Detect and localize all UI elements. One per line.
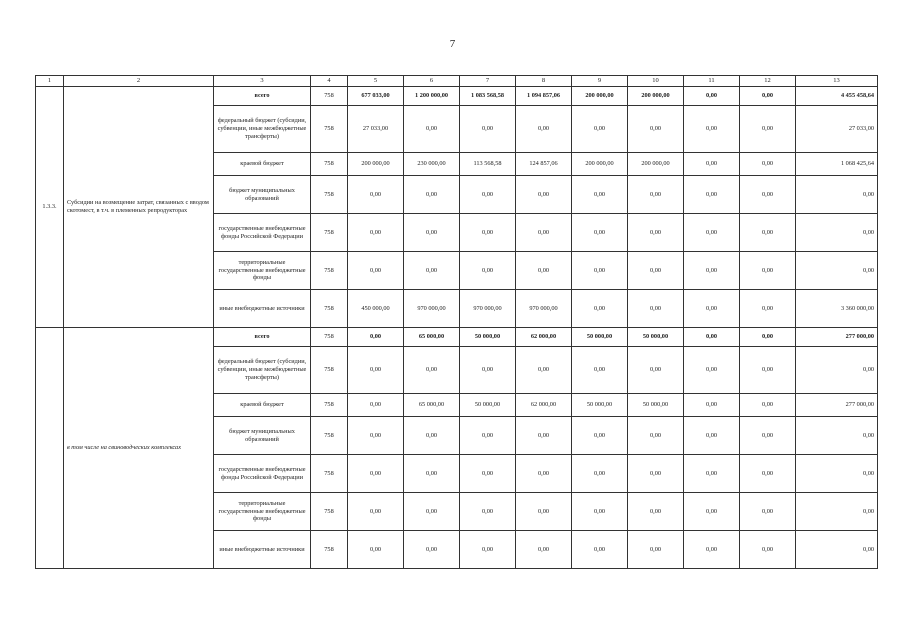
value-cell: 200 000,00 [628,153,684,176]
value-cell: 0,00 [404,493,460,531]
value-cell: 0,00 [404,252,460,290]
value-cell: 0,00 [348,347,404,394]
value-cell: 450 000,00 [348,290,404,328]
funding-source: федеральный бюджет (субсидии, субвенции, иные межбюджетные трансферты) [214,347,311,394]
column-header: 5 [348,76,404,87]
funding-source: бюджет муниципальных образований [214,417,311,455]
value-cell: 124 857,06 [516,153,572,176]
value-cell: 0,00 [404,417,460,455]
value-cell: 0,00 [460,417,516,455]
column-header: 9 [572,76,628,87]
value-cell: 113 568,58 [460,153,516,176]
value-cell: 0,00 [348,531,404,569]
value-cell: 0,00 [684,347,740,394]
value-cell: 0,00 [740,347,796,394]
budget-code: 758 [311,106,348,153]
column-header: 13 [796,76,878,87]
column-header: 7 [460,76,516,87]
value-cell: 0,00 [348,493,404,531]
value-cell: 0,00 [628,417,684,455]
column-header: 11 [684,76,740,87]
value-cell: 0,00 [740,106,796,153]
column-header: 6 [404,76,460,87]
budget-code: 758 [311,394,348,417]
value-cell: 0,00 [684,87,740,106]
value-cell: 1 068 425,64 [796,153,878,176]
value-cell: 27 033,00 [348,106,404,153]
value-cell: 0,00 [572,176,628,214]
value-cell: 0,00 [796,347,878,394]
value-cell: 677 033,00 [348,87,404,106]
value-cell: 0,00 [740,176,796,214]
value-cell: 0,00 [516,214,572,252]
value-cell: 0,00 [348,394,404,417]
value-cell: 0,00 [740,328,796,347]
value-cell: 0,00 [348,252,404,290]
value-cell: 0,00 [460,455,516,493]
value-cell: 0,00 [516,531,572,569]
value-cell: 0,00 [460,214,516,252]
value-cell: 0,00 [628,106,684,153]
column-header: 12 [740,76,796,87]
value-cell: 0,00 [628,252,684,290]
value-cell: 0,00 [796,531,878,569]
value-cell: 0,00 [740,214,796,252]
value-cell: 0,00 [740,153,796,176]
funding-source: иные внебюджетные источники [214,290,311,328]
value-cell: 0,00 [572,106,628,153]
column-header: 4 [311,76,348,87]
value-cell: 0,00 [348,417,404,455]
value-cell: 0,00 [628,214,684,252]
value-cell: 0,00 [740,417,796,455]
value-cell: 0,00 [404,176,460,214]
value-cell: 0,00 [684,176,740,214]
value-cell: 65 000,00 [404,394,460,417]
value-cell: 0,00 [516,455,572,493]
value-cell: 0,00 [684,455,740,493]
value-cell: 0,00 [628,176,684,214]
value-cell: 0,00 [740,531,796,569]
budget-code: 758 [311,347,348,394]
value-cell: 277 000,00 [796,328,878,347]
value-cell: 0,00 [348,214,404,252]
value-cell: 0,00 [516,347,572,394]
value-cell: 0,00 [628,455,684,493]
column-header: 10 [628,76,684,87]
value-cell: 970 000,00 [460,290,516,328]
value-cell: 0,00 [404,347,460,394]
value-cell: 0,00 [572,290,628,328]
header-row [36,76,878,87]
value-cell: 0,00 [740,290,796,328]
value-cell: 0,00 [572,531,628,569]
value-cell: 200 000,00 [628,87,684,106]
item-name: Субсидии на возмещение затрат, связанных с вводом скотомест, в т.ч. в племенных репродукторах [64,87,214,328]
funding-source: краевой бюджет [214,153,311,176]
column-header: 8 [516,76,572,87]
value-cell: 0,00 [516,252,572,290]
value-cell: 1 083 568,58 [460,87,516,106]
value-cell: 0,00 [348,328,404,347]
value-cell: 0,00 [460,176,516,214]
value-cell: 3 360 000,00 [796,290,878,328]
funding-source: краевой бюджет [214,394,311,417]
budget-code: 758 [311,252,348,290]
value-cell: 0,00 [796,252,878,290]
value-cell: 0,00 [460,493,516,531]
value-cell: 0,00 [516,417,572,455]
value-cell: 0,00 [684,252,740,290]
column-header: 1 [36,76,64,87]
value-cell: 0,00 [572,455,628,493]
page-number: 7 [449,38,456,50]
value-cell: 0,00 [684,328,740,347]
value-cell: 50 000,00 [572,328,628,347]
funding-source: всего [214,87,311,106]
value-cell: 0,00 [516,493,572,531]
value-cell: 0,00 [796,493,878,531]
value-cell: 200 000,00 [348,153,404,176]
value-cell: 50 000,00 [460,394,516,417]
value-cell: 0,00 [572,417,628,455]
value-cell: 0,00 [740,455,796,493]
value-cell: 0,00 [628,290,684,328]
budget-code: 758 [311,87,348,106]
value-cell: 50 000,00 [628,328,684,347]
value-cell: 0,00 [684,106,740,153]
budget-code: 758 [311,176,348,214]
value-cell: 0,00 [684,153,740,176]
value-cell: 0,00 [684,531,740,569]
value-cell: 0,00 [684,214,740,252]
value-cell: 0,00 [404,214,460,252]
table-row [36,87,878,106]
value-cell: 0,00 [740,493,796,531]
value-cell: 0,00 [796,417,878,455]
value-cell: 50 000,00 [628,394,684,417]
value-cell: 0,00 [740,394,796,417]
value-cell: 0,00 [684,493,740,531]
value-cell: 0,00 [740,87,796,106]
value-cell: 0,00 [460,252,516,290]
budget-code: 758 [311,153,348,176]
budget-code: 758 [311,493,348,531]
value-cell: 0,00 [572,252,628,290]
value-cell: 62 000,00 [516,394,572,417]
item-number: 1.3.3. [36,87,64,328]
value-cell: 0,00 [404,531,460,569]
value-cell: 0,00 [628,531,684,569]
value-cell: 0,00 [628,347,684,394]
funding-source: государственные внебюджетные фонды Российской Федерации [214,214,311,252]
value-cell: 970 000,00 [516,290,572,328]
value-cell: 970 000,00 [404,290,460,328]
budget-code: 758 [311,417,348,455]
value-cell: 1 094 857,06 [516,87,572,106]
value-cell: 0,00 [572,493,628,531]
funding-source: иные внебюджетные источники [214,531,311,569]
value-cell: 4 455 458,64 [796,87,878,106]
value-cell: 0,00 [796,176,878,214]
value-cell: 0,00 [516,106,572,153]
value-cell: 200 000,00 [572,153,628,176]
item-number [36,328,64,569]
value-cell: 200 000,00 [572,87,628,106]
budget-code: 758 [311,455,348,493]
value-cell: 0,00 [348,455,404,493]
value-cell: 62 000,00 [516,328,572,347]
budget-code: 758 [311,531,348,569]
value-cell: 0,00 [684,417,740,455]
value-cell: 0,00 [572,347,628,394]
value-cell: 0,00 [404,455,460,493]
value-cell: 50 000,00 [572,394,628,417]
value-cell: 0,00 [796,214,878,252]
value-cell: 50 000,00 [460,328,516,347]
funding-source: бюджет муниципальных образований [214,176,311,214]
budget-code: 758 [311,290,348,328]
funding-source: территориальные государственные внебюджетные фонды [214,493,311,531]
column-header: 2 [64,76,214,87]
value-cell: 1 200 000,00 [404,87,460,106]
value-cell: 0,00 [796,455,878,493]
value-cell: 0,00 [516,176,572,214]
budget-code: 758 [311,214,348,252]
value-cell: 0,00 [404,106,460,153]
funding-source: территориальные государственные внебюджетные фонды [214,252,311,290]
value-cell: 0,00 [460,347,516,394]
value-cell: 0,00 [684,290,740,328]
funding-source: всего [214,328,311,347]
value-cell: 0,00 [684,394,740,417]
budget-code: 758 [311,328,348,347]
budget-table [35,75,878,569]
column-header: 3 [214,76,311,87]
value-cell: 27 033,00 [796,106,878,153]
value-cell: 277 000,00 [796,394,878,417]
value-cell: 0,00 [628,493,684,531]
value-cell: 230 000,00 [404,153,460,176]
item-name: в том числе на свиноводческих комплексах [64,328,214,569]
value-cell: 0,00 [572,214,628,252]
value-cell: 0,00 [460,531,516,569]
value-cell: 0,00 [348,176,404,214]
funding-source: государственные внебюджетные фонды Российской Федерации [214,455,311,493]
value-cell: 65 000,00 [404,328,460,347]
funding-source: федеральный бюджет (субсидии, субвенции, иные межбюджетные трансферты) [214,106,311,153]
table-row [36,328,878,347]
value-cell: 0,00 [460,106,516,153]
value-cell: 0,00 [740,252,796,290]
